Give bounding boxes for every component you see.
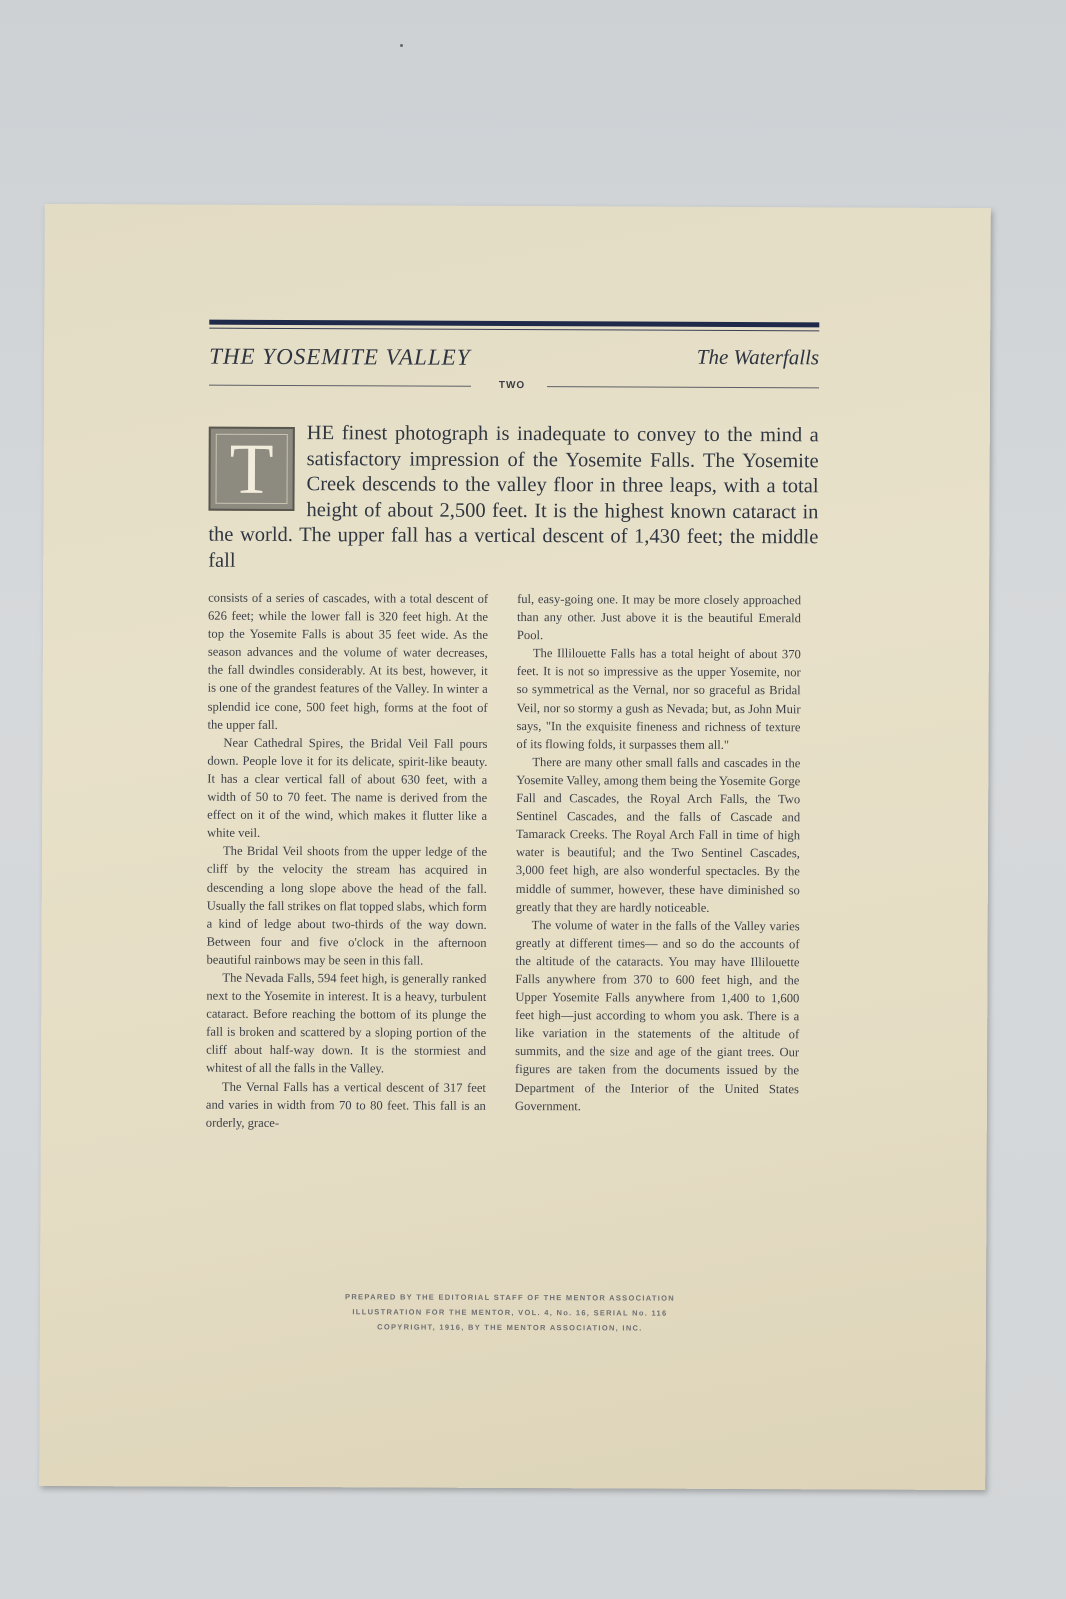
- colophon-line: PREPARED BY THE EDITORIAL STAFF OF THE MENTOR ASSOCIATION: [345, 1292, 676, 1303]
- header-rule-thin: [209, 328, 819, 332]
- paragraph: The volume of water in the falls of the Valley varies greatly at different times— and so do the accounts of the altitude of the cataracts. You may have Illilouette Falls anywhere from 370 to 600 feet high, and the Upper Yosemite Falls anywhere from 1,400 to 1,600 feet high—just according to whom you ask. There is a like variation in the statements of the altitude of summits, and the size and age of the giant trees. Our figures are taken from the documents issued by the Department of the Interior of the United States Government.: [514, 917, 800, 1113]
- paragraph: ful, easy-going one. It may be more closely approached than any other. Just above it is the beautiful Emerald Pool.: [516, 592, 802, 643]
- document-page: [39, 204, 991, 1490]
- paragraph: There are many other small falls and cascades in the Yosemite Valley, among them being the Yosemite Gorge Fall and Cascades, the Royal Arch Falls, the Two Sentinel Cascades, and the falls of Cascade and Tamarack Creeks. The Royal Arch Fall in time of high water is beautiful; and the Two Sentinel Cascades, 3,000 feet high, are also wonderful spectacles. By the middle of summer, however, these have diminished so greatly that they are hardly noticeable.: [515, 754, 801, 915]
- divider-left: [209, 385, 471, 387]
- colophon: [205, 1289, 815, 1337]
- section-number: TWO: [498, 379, 526, 392]
- paragraph: The Bridal Veil shoots from the upper ledge of the cliff by the velocity the stream has acquired in descending a long slope above the head of the fall. Usually the fall strikes on flat topped slabs, which form a kind of ledge about two-thirds of the way down. Between four and five o'clock in the afternoon beautiful rainbows may be seen in this fall.: [206, 844, 488, 968]
- text-column-right: [515, 590, 801, 1116]
- dust-speck: [400, 44, 403, 47]
- chapter-title: The Waterfalls: [696, 344, 820, 370]
- lead-text: HE finest photograph is inadequate to convey to the mind a satisfactory impression of the Yosemite Falls. The Yosemite Creek descends to the valley floor in three leaps, with a total height of about 2,500 feet. It is the highest known cataract in the world. The upper fall has a vertical descent of 1,430 feet; the middle fall: [208, 422, 819, 572]
- divider-right: [547, 386, 819, 388]
- colophon-line: COPYRIGHT, 1916, BY THE MENTOR ASSOCIATION, INC.: [377, 1322, 643, 1333]
- lead-paragraph: [208, 421, 819, 577]
- text-column-left: [206, 589, 488, 1133]
- drop-cap-spacer: [208, 421, 306, 521]
- paragraph: consists of a series of cascades, with a total descent of 626 feet; while the lower fall is 320 feet high. At the top the Yosemite Falls is about 35 feet wide. As the season advances and the volume of water decreases, the fall dwindles considerably. At its best, however, it is one of the grandest features of the Valley. In winter a splendid ice cone, 500 feet high, forms at the foot of the upper fall.: [207, 590, 489, 732]
- colophon-line: ILLUSTRATION FOR THE MENTOR, VOL. 4, No. 16, SERIAL No. 116: [352, 1307, 668, 1318]
- drop-cap-letter: T: [215, 434, 287, 504]
- series-title: THE YOSEMITE VALLEY: [209, 343, 471, 370]
- paragraph: Near Cathedral Spires, the Bridal Veil Fall pours down. People love it for its delicate, spirit-like beauty. It has a clear vertical fall of about 630 feet, with a width of 50 to 70 feet. The name is derived from the effect on it of the wind, which makes it flutter like a white veil.: [207, 735, 488, 841]
- paragraph: The Vernal Falls has a vertical descent of 317 feet and varies in width from 70 to 80 feet. This fall is an orderly, grace-: [205, 1079, 486, 1130]
- paragraph: The Nevada Falls, 594 feet high, is generally ranked next to the Yosemite in interest. It is a heavy, turbulent cataract. Before reaching the bottom of its plunge the fall is broken and scattered by a sloping portion of the cliff about half-way down. It is the stormiest and whitest of all the falls in the Valley.: [206, 970, 487, 1076]
- header-rule-thick: [209, 320, 819, 328]
- paragraph: The Illilouette Falls has a total height of about 370 feet. It is not so impressive as the upper Yosemite, nor so symmetrical as the Vernal, nor so graceful as Bridal Veil, nor so stormy a gush as Nevada; but, as John Muir says, "In the exquisite fineness and richness of texture of its flowing folds, it surpasses them all.": [516, 646, 801, 752]
